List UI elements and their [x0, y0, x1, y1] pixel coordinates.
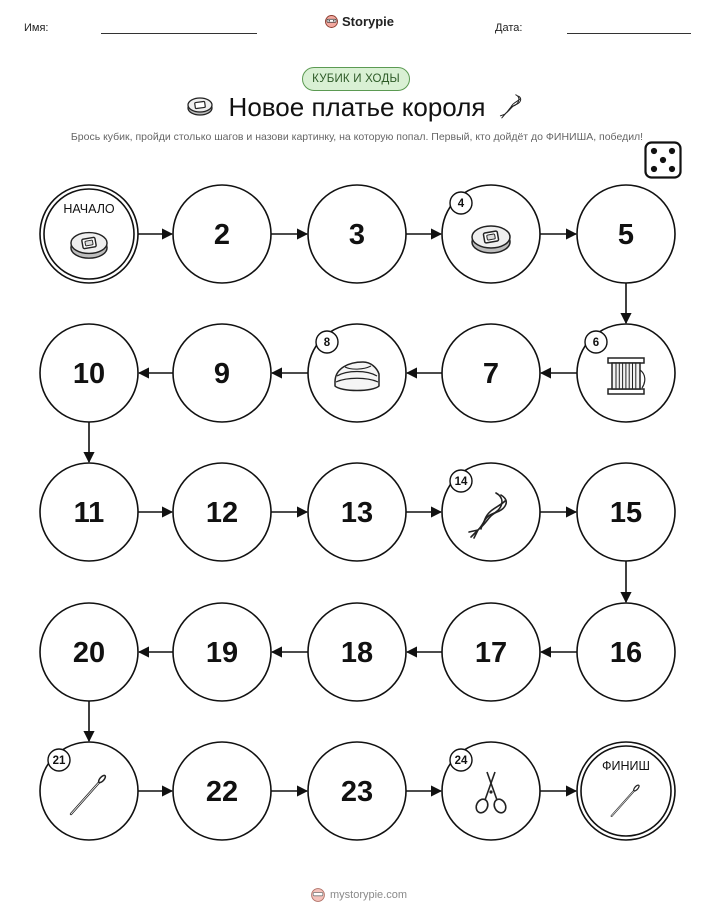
cell-number: 5 [617, 219, 635, 251]
board-cell-8[interactable] [308, 324, 406, 422]
board-cell-10[interactable] [40, 324, 138, 422]
start-label: НАЧАЛО [63, 202, 115, 216]
board-cell-21[interactable] [40, 742, 138, 840]
cell-number: 16 [609, 637, 643, 669]
footer-url[interactable]: mystorypie.com [330, 889, 408, 901]
cell-number: 7 [482, 358, 500, 390]
cell-number: 13 [340, 497, 374, 529]
board-cell-17[interactable] [442, 603, 540, 701]
brand-name: Storypie [342, 14, 395, 29]
cell-number: 22 [205, 776, 239, 808]
cell-number: 12 [205, 497, 239, 529]
board-cell-9[interactable] [173, 324, 271, 422]
cell-number: 18 [340, 637, 374, 669]
board-cell-14[interactable] [442, 463, 540, 561]
cell-number: 19 [205, 637, 239, 669]
cell-number: 17 [474, 637, 508, 669]
footer [310, 887, 407, 903]
mascot-icon [310, 887, 326, 903]
board-cell-7[interactable] [442, 324, 540, 422]
board-cell-12[interactable] [173, 463, 271, 561]
board-cell-20[interactable] [40, 603, 138, 701]
start-cell[interactable] [40, 185, 138, 283]
name-label: Имя: [24, 22, 49, 34]
board-cell-5[interactable] [577, 185, 675, 283]
cell-number: 2 [213, 219, 231, 251]
coin-icon [472, 226, 510, 253]
cell-number: 24 [454, 755, 468, 768]
cell-number: 8 [323, 337, 331, 350]
coin-icon [71, 233, 107, 259]
cell-number: 21 [52, 755, 66, 768]
cell-number: 20 [72, 637, 106, 669]
category-badge: КУБИК И ХОДЫ [302, 67, 410, 91]
cell-number: 10 [72, 358, 106, 390]
thread-spool-icon [608, 358, 645, 394]
cell-number: 11 [73, 497, 105, 529]
date-label: Дата: [495, 22, 523, 34]
cell-number: 6 [592, 337, 600, 350]
cell-number: 4 [457, 198, 465, 211]
cell-number: 9 [213, 358, 231, 390]
board-cell-16[interactable] [577, 603, 675, 701]
cell-number: 15 [609, 497, 643, 529]
finish-label: ФИНИШ [602, 759, 650, 773]
board-cell-19[interactable] [173, 603, 271, 701]
board-cell-13[interactable] [308, 463, 406, 561]
board-cell-4[interactable] [442, 185, 540, 283]
board-cell-2[interactable] [173, 185, 271, 283]
board-cell-15[interactable] [577, 463, 675, 561]
finish-cell[interactable] [577, 742, 675, 840]
board-cell-22[interactable] [173, 742, 271, 840]
board-cell-11[interactable] [40, 463, 138, 561]
board-cell-6[interactable] [577, 324, 675, 422]
cell-number: 23 [340, 776, 374, 808]
board-cell-3[interactable] [308, 185, 406, 283]
cell-number: 3 [348, 219, 366, 251]
board-cell-24[interactable] [442, 742, 540, 840]
cell-number: 14 [454, 476, 468, 489]
instructions: Брось кубик, пройди столько шагов и назови картинку, на которую попал. Первый, кто дойдёт до ФИНИША, победил! [70, 131, 644, 143]
page-title: Новое платье короля [228, 92, 486, 122]
board-cell-23[interactable] [308, 742, 406, 840]
board-cell-18[interactable] [308, 603, 406, 701]
